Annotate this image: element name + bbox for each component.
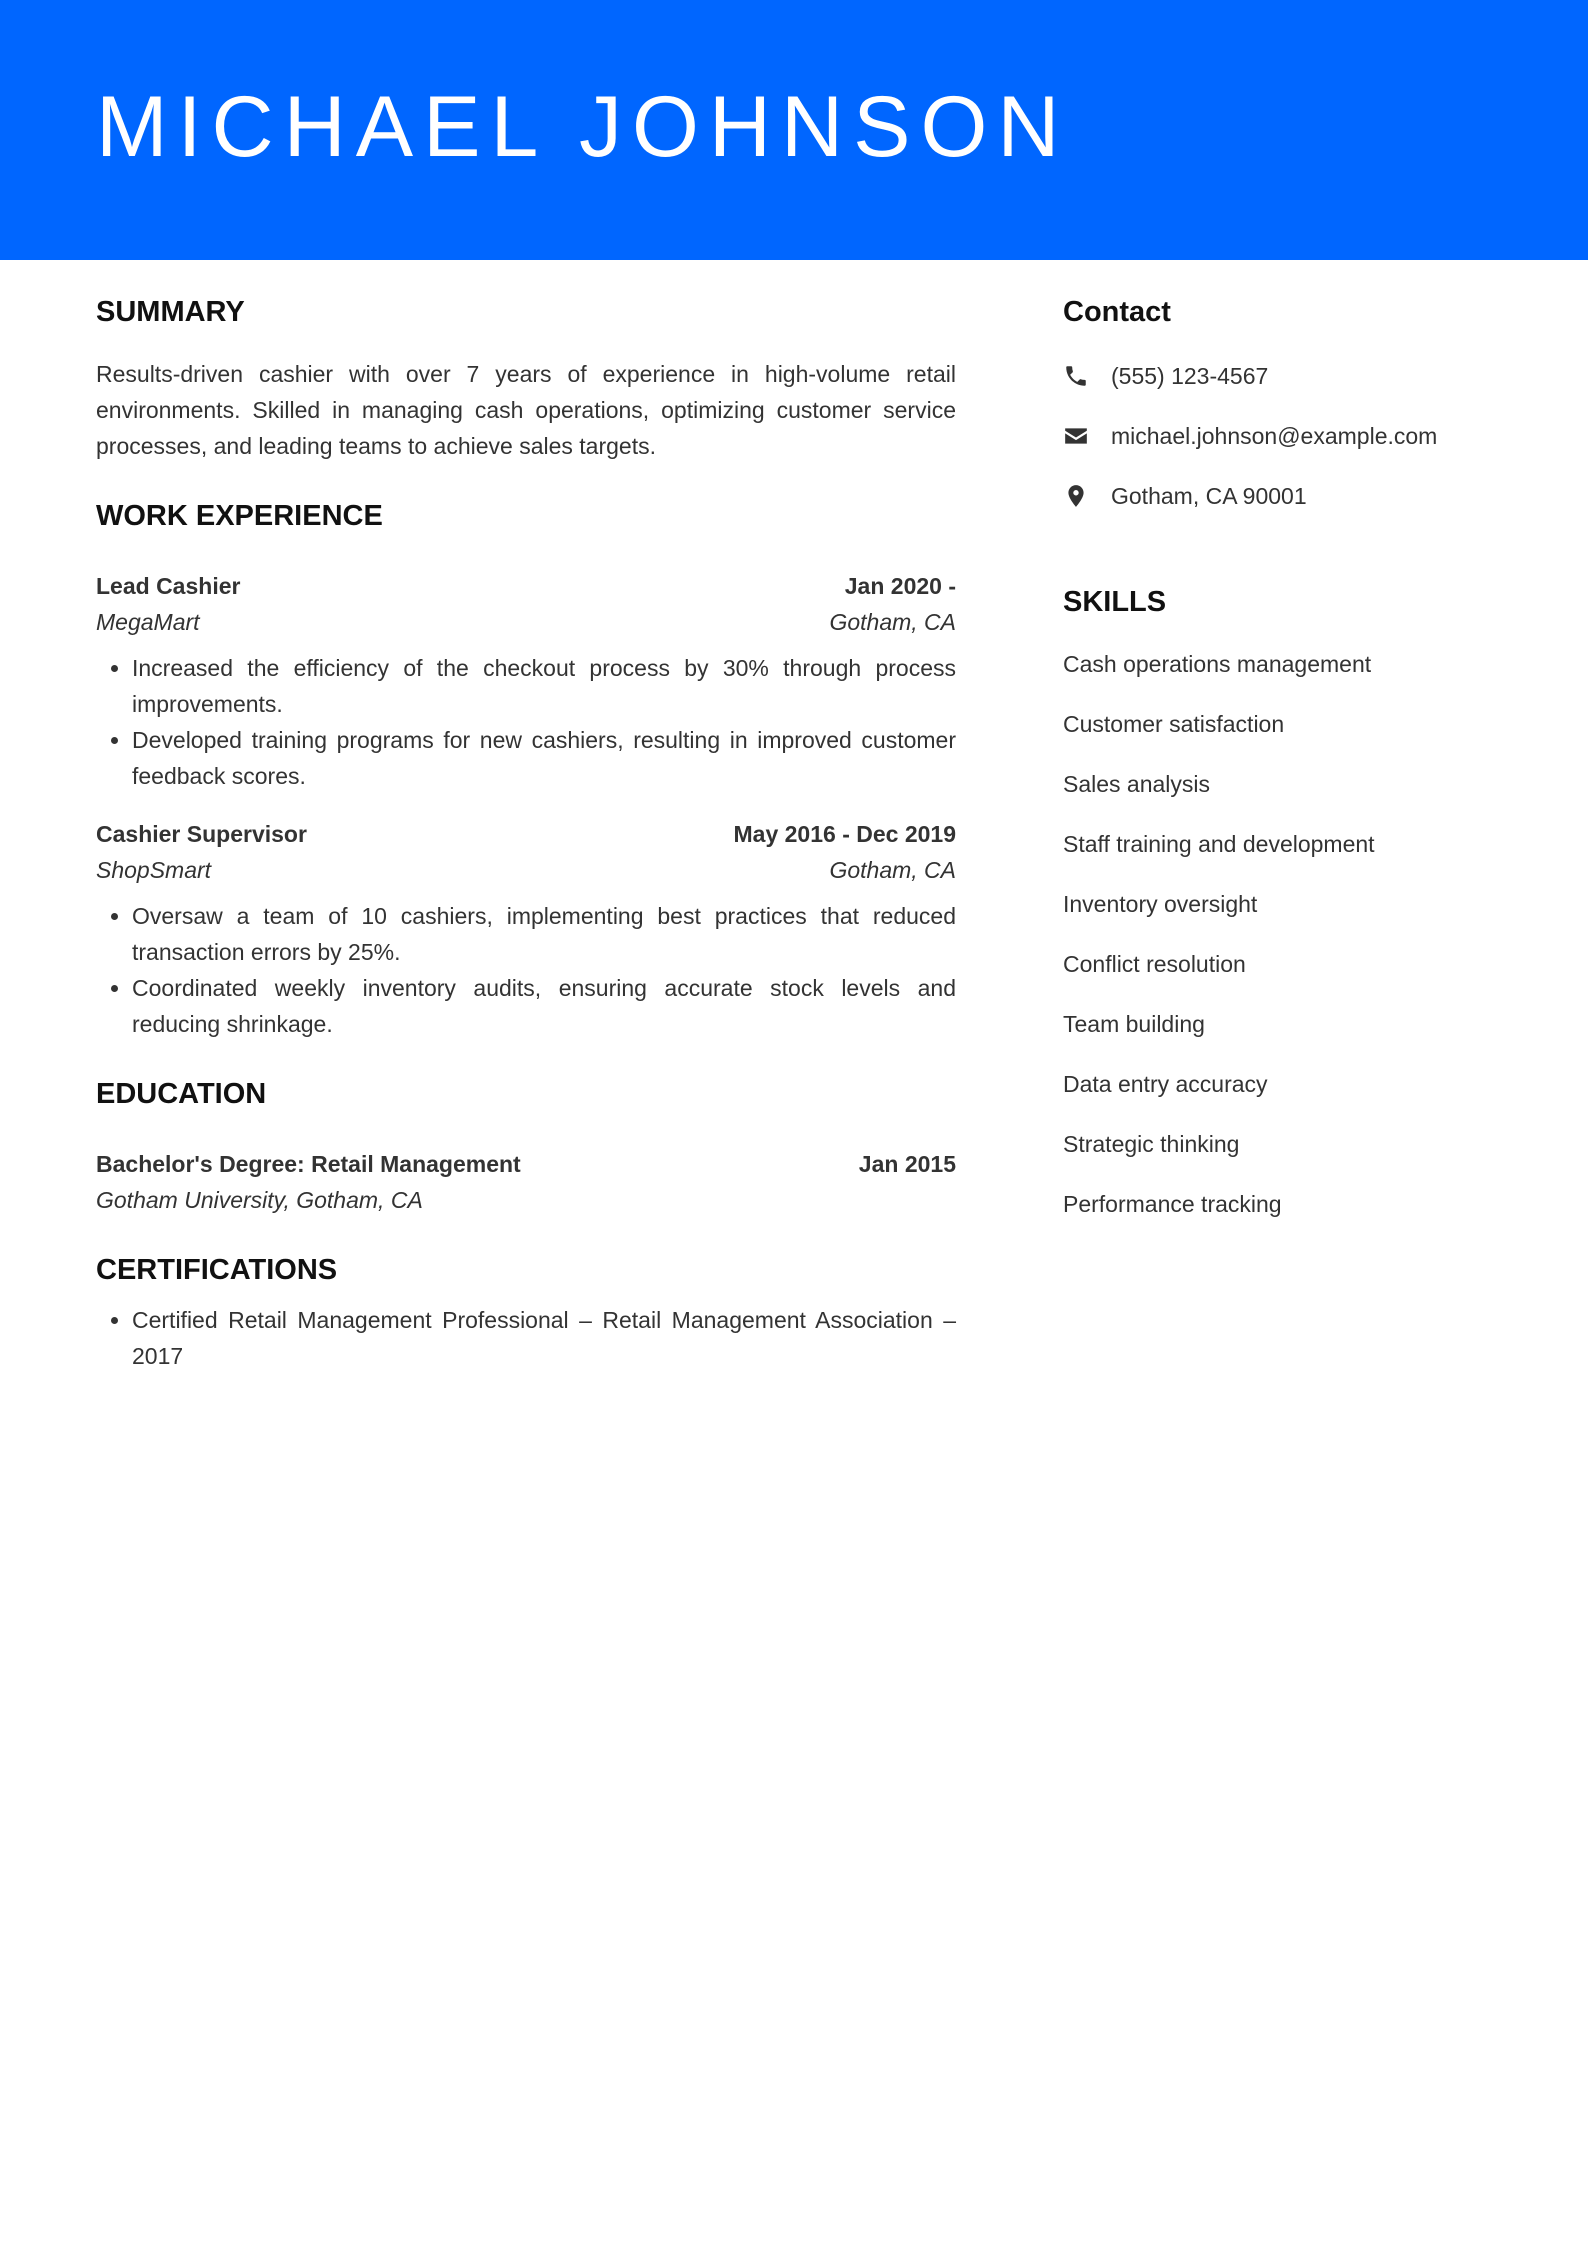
skill-item: Strategic thinking [1063,1131,1240,1157]
certifications-heading: CERTIFICATIONS [96,1254,338,1286]
skill-item: Performance tracking [1063,1191,1282,1217]
job-bullets [96,898,956,1042]
certifications-section [96,1248,956,1374]
skills-section [1063,580,1503,1222]
work-experience-section [96,494,956,1042]
main-column [96,290,956,1374]
job-title: Lead Cashier [96,573,241,599]
job-location: Gotham, CA [829,857,956,883]
phone-icon [1063,363,1089,389]
job-bullet: • Increased the efficiency of the checkout process by 30% through process improvements. [132,650,956,722]
contact-section [1063,290,1503,514]
skill-item: Inventory oversight [1063,891,1258,917]
job-bullet: • Developed training programs for new cashiers, resulting in improved customer feedback scores. [132,722,956,794]
skills-heading: SKILLS [1063,586,1167,618]
map-pin-icon [1063,483,1089,509]
skill-item: Cash operations management [1063,651,1372,677]
job-bullet: • Coordinated weekly inventory audits, ensuring accurate stock levels and reducing shrinkage. [132,970,956,1042]
sidebar-column [1063,290,1503,1246]
contact-location [1063,478,1503,514]
location-text: Gotham, CA 90001 [1111,483,1307,509]
skill-item: Data entry accuracy [1063,1071,1268,1097]
skill-item: Sales analysis [1063,771,1211,797]
job-dates: May 2016 - Dec 2019 [733,821,956,847]
summary-section [96,290,956,464]
education-date: Jan 2015 [858,1151,956,1177]
email-address[interactable]: michael.johnson@example.com [1111,423,1438,449]
certification-item: • Certified Retail Management Professional – Retail Management Association – 2017 [132,1302,956,1374]
envelope-icon [1063,423,1089,449]
job-company: ShopSmart [96,857,212,883]
contact-phone [1063,358,1503,394]
job-title: Cashier Supervisor [96,821,307,847]
candidate-name: MICHAEL JOHNSON [96,79,1070,175]
job-bullets [96,650,956,794]
header-banner [0,0,1588,260]
skill-item: Staff training and development [1063,831,1375,857]
work-experience-heading: WORK EXPERIENCE [96,500,383,532]
school: Gotham University, Gotham, CA [96,1187,423,1213]
job-location: Gotham, CA [829,609,956,635]
skills-list [1063,646,1503,1222]
skill-item: Conflict resolution [1063,951,1246,977]
job-bullet: • Oversaw a team of 10 cashiers, implementing best practices that reduced transaction errors by 25%. [132,898,956,970]
job-dates: Jan 2020 - [844,573,956,599]
contact-heading: Contact [1063,296,1171,328]
job-entry [96,568,956,794]
contact-email [1063,418,1503,454]
job-company: MegaMart [96,609,200,635]
certifications-list [96,1302,956,1374]
degree: Bachelor's Degree: Retail Management [96,1151,521,1177]
education-heading: EDUCATION [96,1078,267,1110]
education-section [96,1072,956,1218]
skill-item: Customer satisfaction [1063,711,1285,737]
job-entry [96,816,956,1042]
phone-number: (555) 123-4567 [1111,363,1269,389]
summary-heading: SUMMARY [96,296,245,328]
summary-text: Results-driven cashier with over 7 years of experience in high-volume retail environments. Skilled in managing cash operations, optimizing customer service processes, and leading teams to achieve sales targets. [96,361,956,459]
skill-item: Team building [1063,1011,1205,1037]
